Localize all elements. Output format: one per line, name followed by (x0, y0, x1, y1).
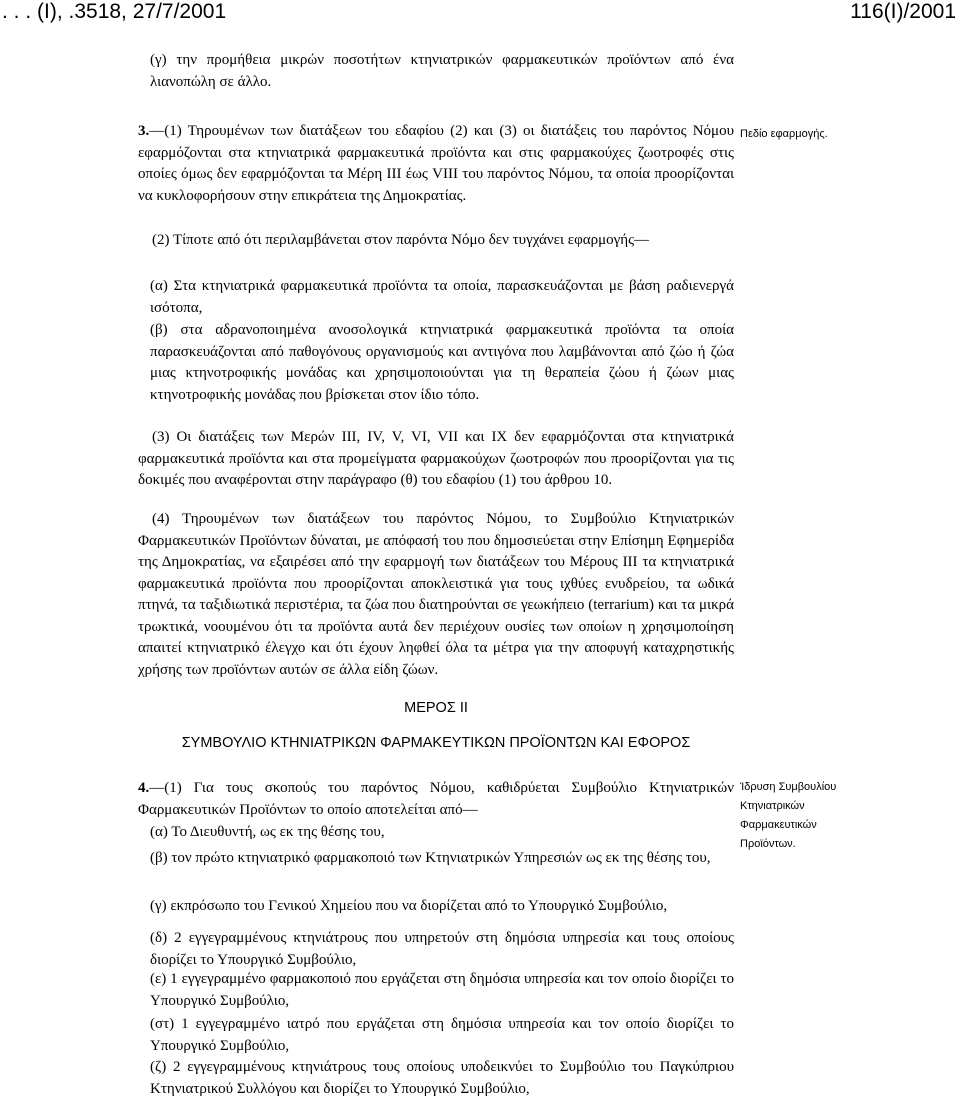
page-header (0, 0, 960, 26)
header-right: 116(Ι)/2001 (850, 0, 956, 23)
section-4-item-a: (α) Το Διευθυντή, ως εκ της θέσης του, (150, 824, 385, 840)
section-4-intro (138, 778, 734, 821)
section-3-number: 3. (138, 123, 150, 139)
section-4-item-c: (γ) εκπρόσωπο του Γενικού Χημείου που να διορίζεται από το Υπουργικό Συμβούλιο, (150, 898, 668, 914)
section-4-item-d: (δ) 2 εγγεγραμμένους κτηνιάτρους που υπηρετούν στη δημόσια υπηρεσία και τους οποίους διορίζει το Υπουργικό Συμβούλιο, (150, 930, 734, 968)
section-4-item-f: (στ) 1 εγγεγραμμένο ιατρό που εργάζεται στη δημόσια υπηρεσία και τον οποίο διορίζει το Υπουργικό Συμβούλιο, (150, 1016, 734, 1054)
section-4-intro-text: —(1) Για τους σκοπούς του παρόντος Νόμου, καθιδρύεται Συμβούλιο Κτηνιατρικών Φαρμακευτικών Προϊόντων το οποίο αποτελείται από— (138, 780, 734, 818)
section-3-paragraph-3: (3) Οι διατάξεις των Μερών ΙΙΙ, IV, V, VI, VII και ΙΧ δεν εφαρμόζονται στα κτηνιατρικά φαρμακευτικά προϊόντα και στα προμείγματα φαρμακούχων ζωοτροφών που προορίζονται για τις δοκιμές που αναφέρονται στην παράγραφο (θ) του εδαφίου (1) του άρθρου 10. (138, 429, 734, 488)
section-4-item-b: (β) τον πρώτο κτηνιατρικό φαρμακοποιό των Κτηνιατρικών Υπηρεσιών ως εκ της θέσης του, (150, 850, 711, 866)
item-g-top: (γ) την προμήθεια μικρών ποσοτήτων κτηνιατρικών φαρμακευτικών προϊόντων από ένα λιανοπώλη σε άλλο. (150, 52, 734, 90)
part-2-title: ΜΕΡΟΣ ΙΙ (404, 700, 468, 716)
section-4-number: 4. (138, 780, 150, 796)
section-3-item-a: (α) Στα κτηνιατρικά φαρμακευτικά προϊόντα τα οποία, παρασκευάζονται με βάση ραδιενεργά ισότοπα, (150, 278, 734, 316)
section-3-item-b: (β) στα αδρανοποιημένα ανοσολογικά κτηνιατρικά φαρμακευτικά προϊόντα τα οποία παρασκευάζονται από παθογόνους οργανισμούς και αντιγόνα που λαμβάνονται από ζώο ή ζώα μιας κτηνοτροφικής μονάδας και χρησιμοποιούνται για τη θεραπεία ζώου ή ζώων μιας κτηνοτροφικής μονάδας που βρίσκεται στον ίδιο τόπο. (150, 322, 734, 403)
section-3-paragraph-4: (4) Τηρουμένων των διατάξεων του παρόντος Νόμου, το Συμβούλιο Κτηνιατρικών Φαρμακευτικών Προϊόντων δύναται, με απόφασή του που δημοσιεύεται στην Επίσημη Εφημερίδα της Δημοκρατίας, να εξαιρέσει από την εφαρμογή των διατάξεων του Μέρους ΙΙΙ τα κτηνιατρικά φαρμακευτικά προϊόντα που προορίζονται αποκλειστικά για τους ιχθύες ενυδρείου, τα ωδικά πτηνά, τα ταξιδιωτικά περιστέρια, τα ζώα που διατηρούνται σε γεωκήπειο (terrarium) και τα μικρά τρωκτικά, νοουμένου ότι τα προϊόντα αυτά δεν περιέχουν ουσίες των οποίων η χρησιμοποίηση απαιτεί κτηνιατρικό έλεγχο και ότι έχουν ληφθεί όλα τα μέτρα για την αποφυγή καταχρηστικής χρήσης των προϊόντων αυτών σε άλλα είδη ζώων. (138, 511, 734, 678)
section-3-paragraph-2: (2) Τίποτε από ότι περιλαμβάνεται στον παρόντα Νόμο δεν τυγχάνει εφαρμογής— (152, 232, 650, 248)
margin-note-council: Ίδρυση Συμβουλίου Κτηνιατρικών Φαρμακευτικών Προϊόντων. (740, 781, 837, 850)
margin-note-scope: Πεδίο εφαρμογής. (740, 128, 828, 140)
section-3-paragraph-1 (138, 121, 734, 207)
header-left: . . . (Ι), .3518, 27/7/2001 (2, 0, 227, 23)
part-2-subtitle: ΣΥΜΒΟΥΛΙΟ ΚΤΗΝΙΑΤΡΙΚΩΝ ΦΑΡΜΑΚΕΥΤΙΚΩΝ ΠΡΟΪΟΝΤΩΝ ΚΑΙ ΕΦΟΡΟΣ (181, 735, 691, 751)
section-3-p1-text: —(1) Τηρουμένων των διατάξεων του εδαφίου (2) και (3) οι διατάξεις του παρόντος Νόμου εφαρμόζονται στα κτηνιατρικά φαρμακευτικά προϊόντα και στις φαρμακούχες ζωοτροφές στις οποίες όμως δεν εφαρμόζονται τα Μέρη ΙΙΙ έως VIII του παρόντος Νόμου, τα οποία προορίζονται να κυκλοφορήσουν στην επικράτεια της Δημοκρατίας. (138, 123, 734, 204)
section-4-item-e: (ε) 1 εγγεγραμμένο φαρμακοποιό που εργάζεται στη δημόσια υπηρεσία και τον οποίο διορίζει το Υπουργικό Συμβούλιο, (150, 971, 734, 1009)
section-4-item-g: (ζ) 2 εγγεγραμμένους κτηνιάτρους τους οποίους υποδεικνύει το Συμβούλιο του Παγκύπριου Κτηνιατρικού Συλλόγου και διορίζει το Υπουργικό Συμβούλιο, (150, 1059, 734, 1097)
